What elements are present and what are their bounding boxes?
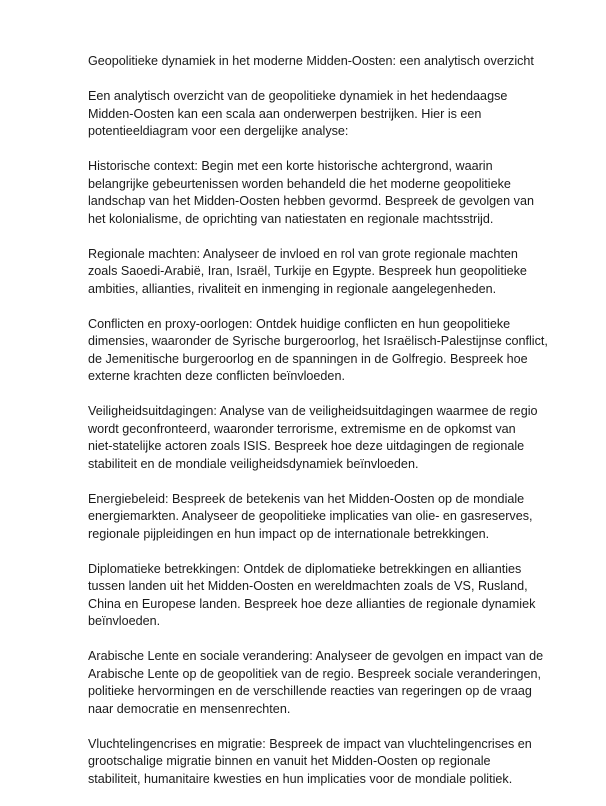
document-title: Geopolitieke dynamiek in het moderne Midden-Oosten: een analytisch overzicht <box>88 54 534 68</box>
section-energy-policy: Energiebeleid: Bespreek de betekenis van het Midden-Oosten op de mondiale energiemarkten. Analyseer de geopolitieke implicaties van olie- en gasreserves, regionale pijpleidingen en hun impact op de internationale betrekkingen. <box>88 491 533 541</box>
section-diplomatic-relations: Diplomatieke betrekkingen: Ontdek de diplomatieke betrekkingen en allianties tussen landen uit het Midden-Oosten en wereldmachten zoals de VS, Rusland, China en Europese landen. Bespreek hoe deze allianties de regionale dynamiek beïnvloeden. <box>88 561 536 628</box>
intro-paragraph: Een analytisch overzicht van de geopolitieke dynamiek in het hedendaagse Midden-Oosten kan een scala aan onderwerpen bestrijken. Hier is een potentieeldiagram voor een dergelijke analyse: <box>88 89 508 138</box>
section-historical-context: Historische context: Begin met een korte historische achtergrond, waarin belangrijke gebeurtenissen worden behandeld die het moderne geopolitieke landschap van het Midden-Oosten hebben gevormd. Bespreek de gevolgen van het kolonialisme, de oprichting van natiestaten en regionale machtsstrijd. <box>88 159 534 226</box>
document-body <box>88 53 568 806</box>
section-conflicts-proxy-wars: Conflicten en proxy-oorlogen: Ontdek huidige conflicten en hun geopolitieke dimensies, waaronder de Syrische burgeroorlog, het Israëlisch-Palestijnse conflict, de Jemenitische burgeroorlog en de spanningen in de Golfregio. Bespreek hoe externe krachten deze conflicten beïnvloeden. <box>88 316 548 383</box>
section-refugee-crises: Vluchtelingencrises en migratie: Bespreek de impact van vluchtelingencrises en grootschalige migratie binnen en vanuit het Midden-Oosten op regionale stabiliteit, humanitaire kwesties en hun implicaties voor de mondiale politiek. <box>88 736 532 786</box>
section-regional-powers: Regionale machten: Analyseer de invloed en rol van grote regionale machten zoals Saoedi-Arabië, Iran, Israël, Turkije en Egypte. Bespreek hun geopolitieke ambities, allianties, rivaliteit en inmenging in regionale aangelegenheden. <box>88 246 527 296</box>
section-arab-spring: Arabische Lente en sociale verandering: Analyseer de gevolgen en impact van de Arabische Lente op de geopolitiek van de regio. Bespreek sociale veranderingen, politieke hervormingen en de verschillende reacties van regeringen op de vraag naar democratie en mensenrechten. <box>88 649 544 716</box>
section-security-challenges: Veiligheidsuitdagingen: Analyse van de veiligheidsuitdagingen waarmee de regio wordt geconfronteerd, waaronder terrorisme, extremisme en de opkomst van niet-statelijke actoren zoals ISIS. Bespreek hoe deze uitdagingen de regionale stabiliteit en de mondiale veiligheidsdynamiek beïnvloeden. <box>88 404 538 471</box>
